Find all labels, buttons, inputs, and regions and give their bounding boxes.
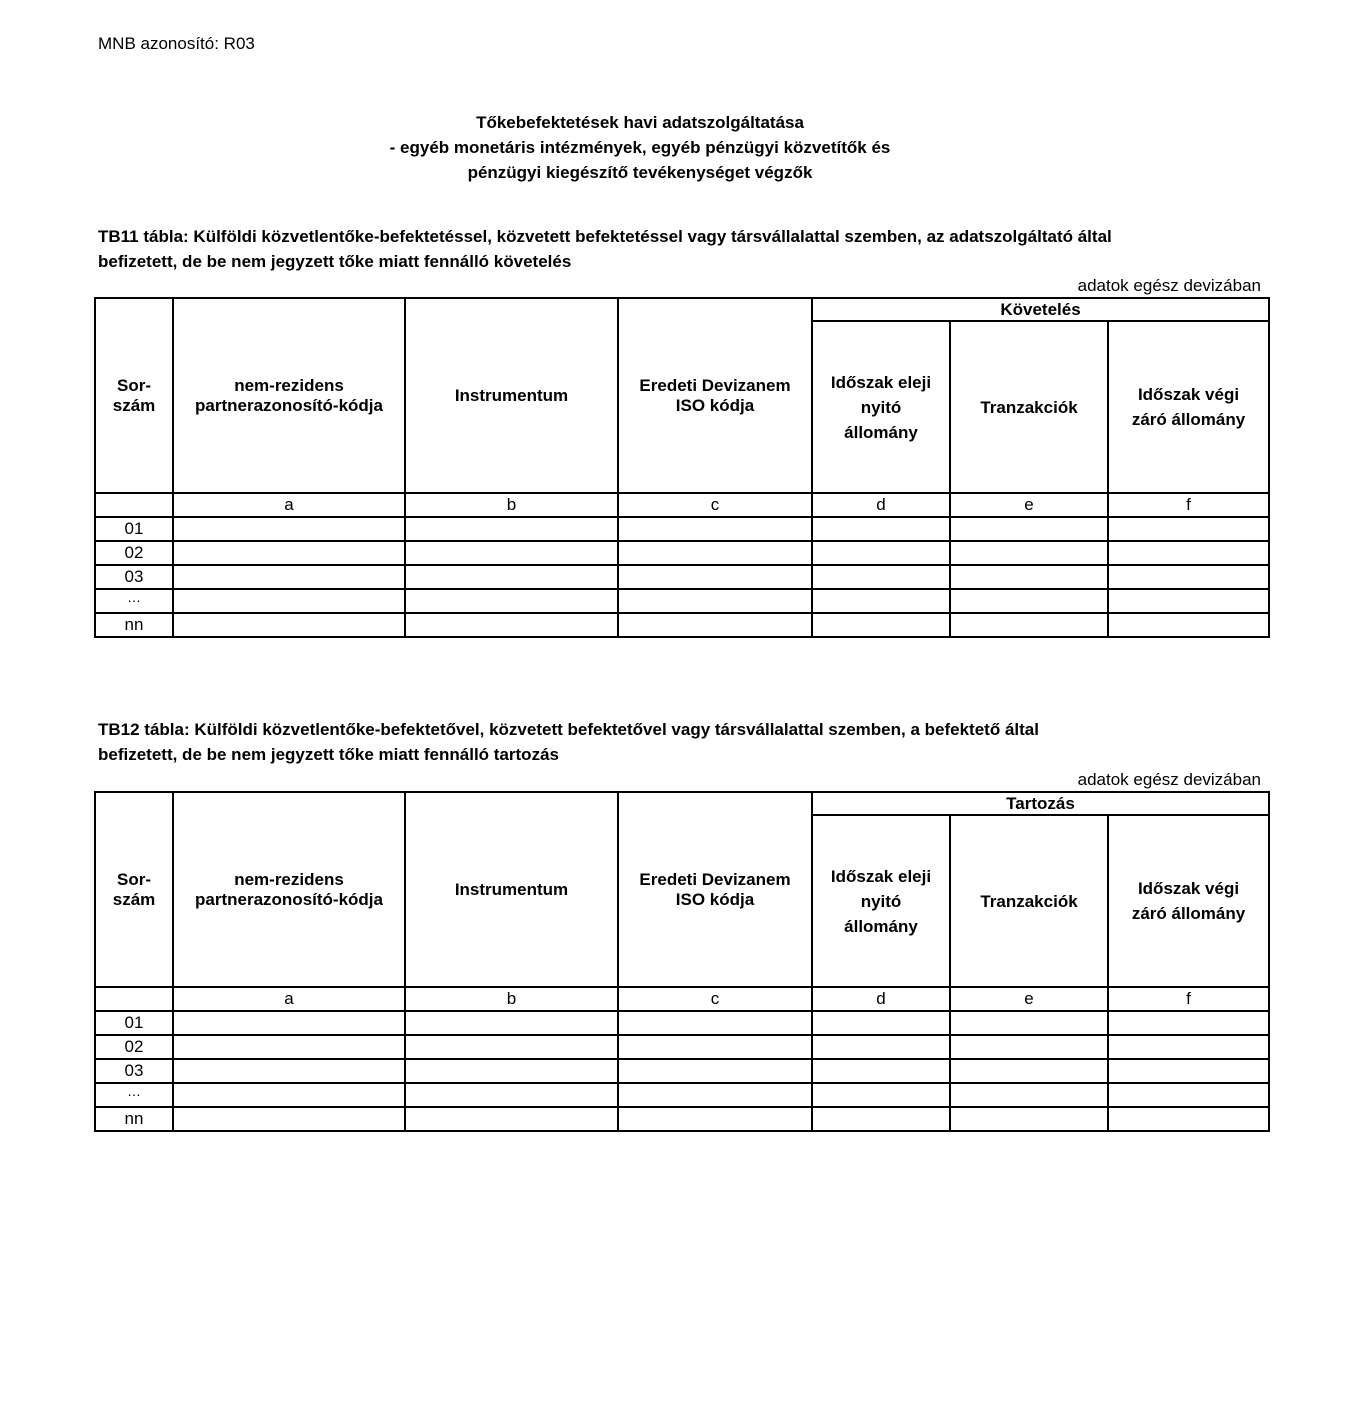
tb11-title-line-1: TB11 tábla: Külföldi közvetlentőke-befektetéssel, közvetett befektetéssel vagy társvállalattal szemben, az adatszolgáltató által [98, 227, 1112, 246]
data-cell[interactable] [618, 517, 812, 541]
col-header-closing [1108, 815, 1269, 987]
form-title-line-2: - egyéb monetáris intézmények, egyéb pénzügyi közvetítők és [389, 138, 891, 157]
table-row [95, 1059, 1269, 1083]
col-header-currency [618, 792, 812, 987]
col-header-text: ISO kódja [675, 889, 755, 909]
data-cell[interactable] [812, 1083, 950, 1107]
data-cell[interactable] [950, 1035, 1108, 1059]
letter-cell: b [405, 987, 618, 1011]
col-header-text: ISO kódja [675, 395, 755, 415]
col-header-text: állomány [844, 916, 918, 936]
form-title [0, 110, 1280, 185]
row-number: 01 [95, 1011, 173, 1035]
data-cell[interactable] [618, 589, 812, 613]
data-cell[interactable] [812, 541, 950, 565]
col-header-text: Időszak végi [1137, 879, 1240, 898]
data-cell[interactable] [405, 1107, 618, 1131]
data-cell[interactable] [812, 1059, 950, 1083]
data-cell[interactable] [950, 1083, 1108, 1107]
col-header-instrument [405, 792, 618, 987]
col-header-partner [173, 298, 405, 493]
data-cell[interactable] [173, 1035, 405, 1059]
data-cell[interactable] [1108, 1011, 1269, 1035]
data-cell[interactable] [950, 589, 1108, 613]
data-cell[interactable] [812, 565, 950, 589]
data-cell[interactable] [812, 613, 950, 637]
letter-cell-empty [95, 987, 173, 1011]
column-letter-row [95, 493, 1269, 517]
data-cell[interactable] [812, 589, 950, 613]
data-cell[interactable] [950, 565, 1108, 589]
data-cell[interactable] [405, 1059, 618, 1083]
data-cell[interactable] [618, 613, 812, 637]
data-cell[interactable] [173, 541, 405, 565]
letter-cell-empty [95, 493, 173, 517]
data-cell[interactable] [1108, 565, 1269, 589]
data-cell[interactable] [173, 1083, 405, 1107]
letter-cell: c [618, 493, 812, 517]
data-cell[interactable] [812, 1035, 950, 1059]
data-cell[interactable] [618, 541, 812, 565]
row-number [95, 1083, 173, 1107]
data-cell[interactable] [618, 1083, 812, 1107]
row-number: 02 [95, 1035, 173, 1059]
col-header-text: partnerazonosító-kódja [195, 889, 383, 909]
tb12-title-line-1: TB12 tábla: Külföldi közvetlentőke-befektetővel, közvetett befektetővel vagy társvállalattal szemben, a befektető által [98, 720, 1039, 739]
data-cell[interactable] [173, 613, 405, 637]
row-number: 03 [95, 1059, 173, 1083]
group-header-koveteles: Követelés [812, 298, 1269, 321]
data-cell[interactable] [405, 1083, 618, 1107]
col-header-transactions [950, 321, 1108, 493]
col-header-opening [812, 321, 950, 493]
col-header-text: záró állomány [1131, 410, 1246, 429]
ellipsis-label: … [127, 589, 141, 605]
data-cell[interactable] [1108, 517, 1269, 541]
col-header-text: záró állomány [1131, 904, 1246, 923]
table-row [95, 1083, 1269, 1107]
col-header-text: nyitó [860, 397, 902, 417]
col-header-text: Időszak végi [1137, 385, 1240, 404]
col-header-sorszam [95, 298, 173, 493]
letter-cell: e [950, 987, 1108, 1011]
tb12-title-line-2: befizetett, de be nem jegyzett tőke miatt fennálló tartozás [98, 745, 559, 764]
form-title-line-3: pénzügyi kiegészítő tevékenységet végzők [467, 163, 813, 182]
col-header-currency [618, 298, 812, 493]
data-cell[interactable] [173, 1059, 405, 1083]
data-cell[interactable] [812, 1011, 950, 1035]
table-row [95, 613, 1269, 637]
table-row [95, 1107, 1269, 1131]
col-header-text: nyitó [860, 891, 902, 911]
data-cell[interactable] [1108, 589, 1269, 613]
letter-cell: e [950, 493, 1108, 517]
data-cell[interactable] [618, 565, 812, 589]
data-cell[interactable] [950, 1059, 1108, 1083]
table-row [95, 589, 1269, 613]
col-header-text: Időszak eleji [830, 866, 932, 886]
table-row [95, 1011, 1269, 1035]
data-cell[interactable] [1108, 1083, 1269, 1107]
col-header-text: Instrumentum [454, 879, 569, 899]
letter-cell: d [812, 987, 950, 1011]
letter-cell: d [812, 493, 950, 517]
letter-cell: b [405, 493, 618, 517]
data-cell[interactable] [1108, 613, 1269, 637]
data-cell[interactable] [950, 613, 1108, 637]
row-number: nn [95, 1107, 173, 1131]
data-cell[interactable] [618, 1107, 812, 1131]
data-cell[interactable] [812, 517, 950, 541]
row-number: nn [95, 613, 173, 637]
data-cell[interactable] [1108, 1107, 1269, 1131]
tb11-title [98, 224, 1268, 274]
col-header-text: nem-rezidens [234, 869, 344, 889]
data-cell[interactable] [173, 565, 405, 589]
tb11-unit-note: adatok egész devizában [1077, 276, 1261, 295]
col-header-text: szám [112, 395, 156, 415]
data-cell[interactable] [618, 1011, 812, 1035]
tb11-title-line-2: befizetett, de be nem jegyzett tőke miatt fennálló követelés [98, 252, 572, 271]
letter-cell: a [173, 987, 405, 1011]
data-cell[interactable] [405, 589, 618, 613]
tb11-table [94, 297, 1270, 638]
row-number [95, 589, 173, 613]
table-row [95, 1035, 1269, 1059]
letter-cell: f [1108, 493, 1269, 517]
col-header-transactions [950, 815, 1108, 987]
data-cell[interactable] [173, 1107, 405, 1131]
col-header-text: Sor- [117, 869, 151, 889]
table-row [95, 565, 1269, 589]
col-header-text: állomány [844, 422, 918, 442]
col-header-text: nem-rezidens [234, 375, 344, 395]
col-header-instrument [405, 298, 618, 493]
letter-cell: c [618, 987, 812, 1011]
col-header-partner [173, 792, 405, 987]
ellipsis-label: … [127, 1083, 141, 1099]
row-number: 01 [95, 517, 173, 541]
data-cell[interactable] [173, 589, 405, 613]
col-header-opening [812, 815, 950, 987]
data-cell[interactable] [618, 1035, 812, 1059]
data-cell[interactable] [1108, 1035, 1269, 1059]
mnb-identifier: MNB azonosító: R03 [98, 34, 255, 53]
column-letter-row [95, 987, 1269, 1011]
data-cell[interactable] [1108, 1059, 1269, 1083]
col-header-text: Eredeti Devizanem [639, 869, 791, 889]
col-header-text: Tranzakciók [980, 397, 1078, 417]
tb12-unit-note: adatok egész devizában [1077, 770, 1261, 789]
data-cell[interactable] [950, 1107, 1108, 1131]
col-header-text: Időszak eleji [830, 372, 932, 392]
data-cell[interactable] [950, 517, 1108, 541]
letter-cell: a [173, 493, 405, 517]
data-cell[interactable] [405, 613, 618, 637]
data-cell[interactable] [950, 1011, 1108, 1035]
data-cell[interactable] [618, 1059, 812, 1083]
letter-cell: f [1108, 987, 1269, 1011]
col-header-closing [1108, 321, 1269, 493]
table-row [95, 541, 1269, 565]
data-cell[interactable] [405, 541, 618, 565]
col-header-text: Sor- [117, 375, 151, 395]
col-header-text: szám [112, 889, 156, 909]
col-header-text: Tranzakciók [980, 891, 1078, 911]
tb12-title [98, 717, 1268, 767]
data-cell[interactable] [405, 517, 618, 541]
col-header-text: Eredeti Devizanem [639, 375, 791, 395]
row-number: 03 [95, 565, 173, 589]
col-header-text: Instrumentum [454, 385, 569, 405]
data-cell[interactable] [405, 565, 618, 589]
data-cell[interactable] [950, 541, 1108, 565]
data-cell[interactable] [173, 1011, 405, 1035]
group-header-tartozas: Tartozás [812, 792, 1269, 815]
data-cell[interactable] [812, 1107, 950, 1131]
data-cell[interactable] [405, 1011, 618, 1035]
form-title-line-1: Tőkebefektetések havi adatszolgáltatása [476, 113, 804, 132]
row-number: 02 [95, 541, 173, 565]
data-cell[interactable] [1108, 541, 1269, 565]
data-cell[interactable] [173, 517, 405, 541]
col-header-text: partnerazonosító-kódja [195, 395, 383, 415]
table-row [95, 517, 1269, 541]
col-header-sorszam [95, 792, 173, 987]
data-cell[interactable] [405, 1035, 618, 1059]
tb12-table [94, 791, 1270, 1132]
